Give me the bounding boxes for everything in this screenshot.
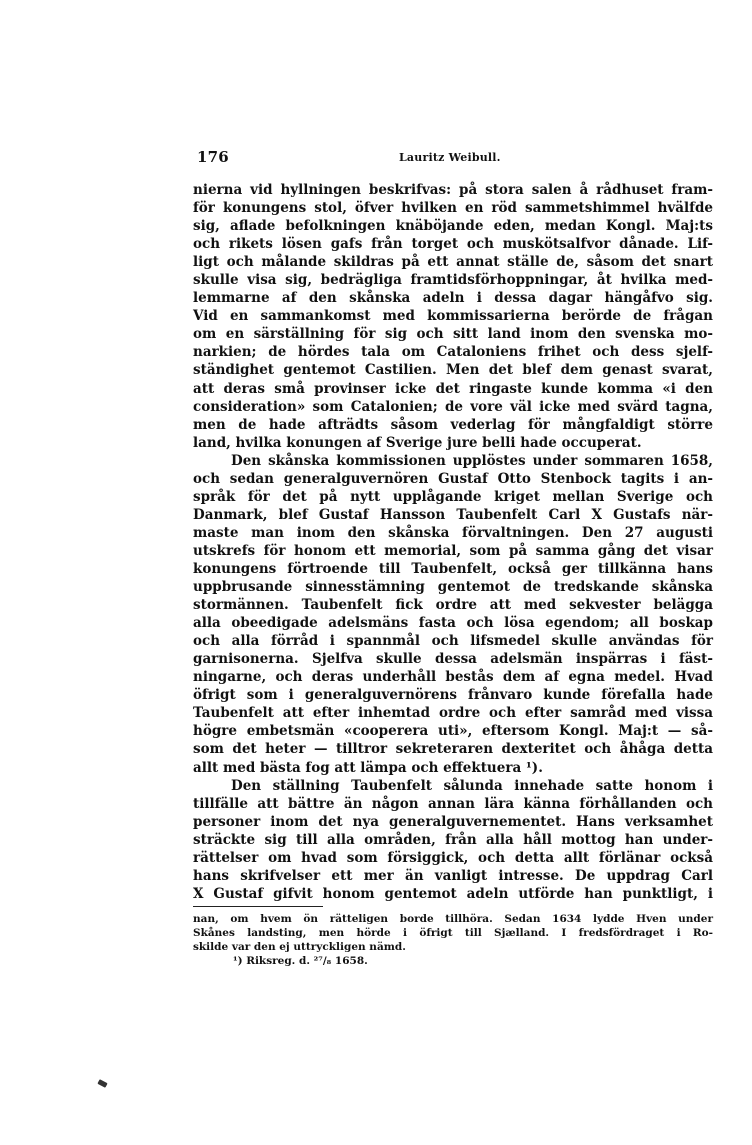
- text-line: öfrigt som i generalguvernörens frånvaro kunde förefalla hade: [193, 687, 713, 704]
- page-header: [193, 148, 713, 170]
- text-line: stormännen. Taubenfelt fick ordre att med sekvester belägga: [193, 597, 713, 614]
- text-line: Vid en sammankomst med kommissarierna berörde de frågan: [193, 308, 713, 325]
- text-line: för konungens stol, öfver hvilken en röd sammetshimmel hvälfde: [193, 200, 713, 217]
- footnote-line: ¹) Riksreg. d. ²⁷/₈ 1658.: [233, 955, 368, 967]
- text-line: allt med bästa fog att lämpa och effektuera ¹).: [193, 759, 543, 776]
- body-text: [193, 181, 713, 903]
- text-line: lemmarne af den skånska adeln i dessa dagar hängåfvo sig.: [193, 290, 713, 307]
- text-line: Den ställning Taubenfelt sålunda innehade satte honom i: [231, 777, 713, 794]
- text-line: och alla förråd i spannmål och lifsmedel skulle användas för: [193, 633, 713, 650]
- text-line: ligt och målande skildras på ett annat ställe de, såsom det snart: [193, 254, 713, 271]
- text-line: X Gustaf gifvit honom gentemot adeln utförde han punktligt, i: [193, 885, 713, 902]
- ink-speck: [97, 1079, 107, 1088]
- footnote-line: nan, om hvem ön rätteligen borde tillhöra. Sedan 1634 lydde Hven under: [193, 913, 713, 925]
- text-line: sträckte sig till alla områden, från alla håll mottog han under-: [193, 831, 713, 848]
- text-line: land, hvilka konungen af Sverige jure belli hade occuperat.: [193, 434, 642, 451]
- text-line: språk för det på nytt upplågande kriget mellan Sverige och: [193, 488, 713, 505]
- text-line: maste man inom den skånska förvaltningen. Den 27 augusti: [193, 524, 713, 541]
- text-line: alla obeedigade adelsmäns fasta och lösa egendom; all boskap: [193, 615, 713, 632]
- text-line: personer inom det nya generalguvernementet. Hans verksamhet: [193, 813, 713, 830]
- text-line: hans skrifvelser ett mer än vanligt intresse. De uppdrag Carl: [193, 867, 713, 884]
- running-head: Lauritz Weibull.: [399, 151, 501, 164]
- text-line: uppbrusande sinnesstämning gentemot de tredskande skånska: [193, 579, 713, 596]
- text-line: som det heter — tilltror sekreteraren dexteritet och åhåga detta: [193, 741, 713, 758]
- text-line: ningarne, och deras underhåll bestås dem af egna medel. Hvad: [193, 669, 713, 686]
- text-line: och rikets lösen gafs från torget och muskötsalfvor dånade. Lif-: [193, 236, 713, 253]
- text-line: skulle visa sig, bedrägliga framtidsförhoppningar, åt hvilka med-: [193, 272, 713, 289]
- text-line: Taubenfelt att efter inhemtad ordre och efter samråd med vissa: [193, 705, 713, 722]
- text-line: ständighet gentemot Castilien. Men det blef dem genast svarat,: [193, 362, 713, 379]
- text-line: rättelser om hvad som försiggick, och detta allt förlänar också: [193, 849, 713, 866]
- text-line: sig, aflade befolkningen knäböjande eden, medan Kongl. Maj:ts: [193, 218, 713, 235]
- footnote-line: skilde var den ej uttryckligen nämd.: [193, 941, 406, 953]
- text-line: och sedan generalguvernören Gustaf Otto Stenbock tagits i an-: [193, 470, 713, 487]
- text-line: Danmark, blef Gustaf Hansson Taubenfelt Carl X Gustafs när-: [193, 506, 713, 523]
- text-line: nierna vid hyllningen beskrifvas: på stora salen å rådhuset fram-: [193, 182, 713, 198]
- footnote-line: Skånes landsting, men hörde i öfrigt till Sjælland. I fredsfördraget i Ro-: [193, 927, 713, 939]
- text-line: narkien; de hördes tala om Cataloniens frihet och dess sjelf-: [193, 344, 713, 361]
- text-line: utskrefs för honom ett memorial, som på samma gång det visar: [193, 542, 713, 559]
- text-line: konungens förtroende till Taubenfelt, också ger tillkänna hans: [193, 560, 713, 577]
- text-line: garnisonerna. Sjelfva skulle dessa adelsmän inspärras i fäst-: [193, 651, 713, 668]
- text-line: Den skånska kommissionen upplöstes under sommaren 1658,: [231, 452, 713, 469]
- page-number: 176: [197, 148, 229, 166]
- footnotes: [193, 912, 713, 968]
- text-line: högre embetsmän «cooperera uti», eftersom Kongl. Maj:t — så-: [193, 723, 713, 740]
- text-line: tillfälle att bättre än någon annan lära känna förhållanden och: [193, 795, 713, 812]
- text-line: att deras små provinser icke det ringaste kunde komma «i den: [193, 380, 713, 397]
- text-line: consideration» som Catalonien; de vore väl icke med svärd tagna,: [193, 398, 713, 415]
- text-line: men de hade afträdts såsom vederlag för mångfaldigt större: [193, 416, 713, 433]
- footnote-divider: [193, 906, 323, 907]
- text-line: om en särställning för sig och sitt land inom den svenska mo-: [193, 326, 713, 343]
